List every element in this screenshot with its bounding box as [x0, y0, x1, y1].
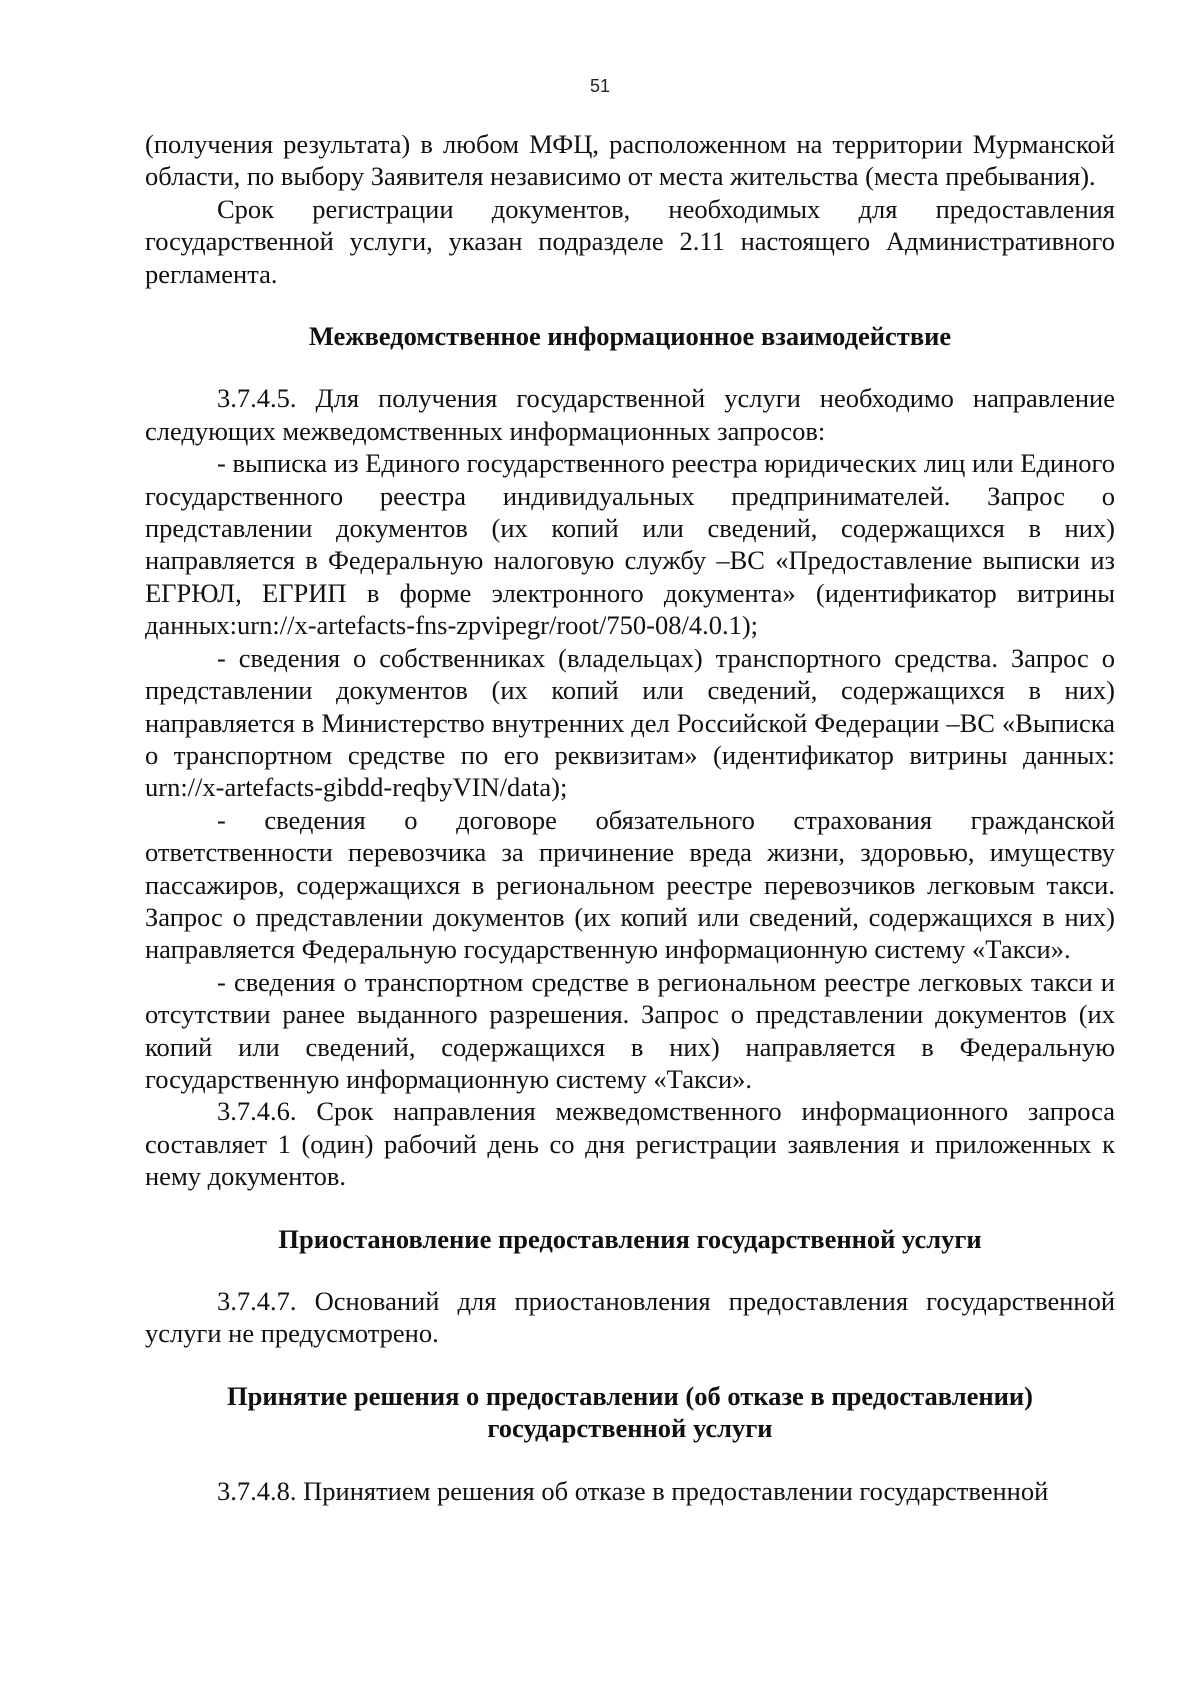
paragraph-3-7-4-6: 3.7.4.6. Срок направления межведомственного информационного запроса составляет 1 (один) рабочий день со дня регистрации заявления и приложенных к нему документов. [145, 1096, 1115, 1192]
paragraph-registration-term: Срок регистрации документов, необходимых для предоставления государственной услуги, указан подразделе 2.11 настоящего Административного регламента. [145, 193, 1115, 289]
heading-decision-line-1: Принятие решения о предоставлении (об отказе в предоставлении) [227, 1380, 1033, 1411]
document-body [145, 128, 1115, 1507]
paragraph-3-7-4-7: 3.7.4.7. Оснований для приостановления предоставления государственной услуги не предусмотрено. [145, 1286, 1115, 1349]
list-item-insurance-contract: - сведения о договоре обязательного страхования гражданской ответственности перевозчика за причинение вреда жизни, здоровью, имуществу пассажиров, содержащихся в региональном реестре перевозчиков легковым такси. Запрос о представлении документов (их копий или сведений, содержащихся в них) направляется Федеральную государственную информационную систему «Такси». [145, 804, 1115, 965]
heading-interagency-interaction: Межведомственное информационное взаимодействие [308, 321, 952, 352]
paragraph-3-7-4-5: 3.7.4.5. Для получения государственной услуги необходимо направление следующих межведомственных информационных запросов: [145, 383, 1115, 446]
paragraph-result-location: (получения результата) в любом МФЦ, расположенном на территории Мурманской области, по выбору Заявителя независимо от места жительства (места пребывания). [145, 129, 1115, 192]
list-item-vehicle-owners: - сведения о собственниках (владельцах) транспортного средства. Запрос о представлении документов (их копий или сведений, содержащихся в них) направляется в Министерство внутренних дел Российской Федерации –ВС «Выписка о транспортном средстве по его реквизитам» (идентификатор витрины данных: urn://x-artefacts-gibdd-reqbyVIN/data); [145, 642, 1115, 803]
list-item-egrul-extract: - выписка из Единого государственного реестра юридических лиц или Единого государственного реестра индивидуальных предпринимателей. Запрос о представлении документов (их копий или сведений, содержащихся в них) направляется в Федеральную налоговую службу –ВС «Предоставление выписки из ЕГРЮЛ, ЕГРИП в форме электронного документа» (идентификатор витрины данных:urn://x-artefacts-fns-zpvipegr/root/750-08/4.0.1); [145, 448, 1115, 641]
heading-suspension: Приостановление предоставления государственной услуги [278, 1223, 982, 1254]
paragraph-3-7-4-8: 3.7.4.8. Принятием решения об отказе в предоставлении государственной [217, 1475, 1049, 1506]
page-number: 51 [589, 76, 611, 96]
list-item-taxi-registry: - сведения о транспортном средстве в региональном реестре легковых такси и отсутствии ранее выданного разрешения. Запрос о представлении документов (их копий или сведений, содержащихся в них) направляется в Федеральную государственную информационную систему «Такси». [145, 966, 1115, 1094]
heading-decision-line-2: государственной услуги [487, 1413, 773, 1444]
heading-decision [145, 1380, 1115, 1445]
